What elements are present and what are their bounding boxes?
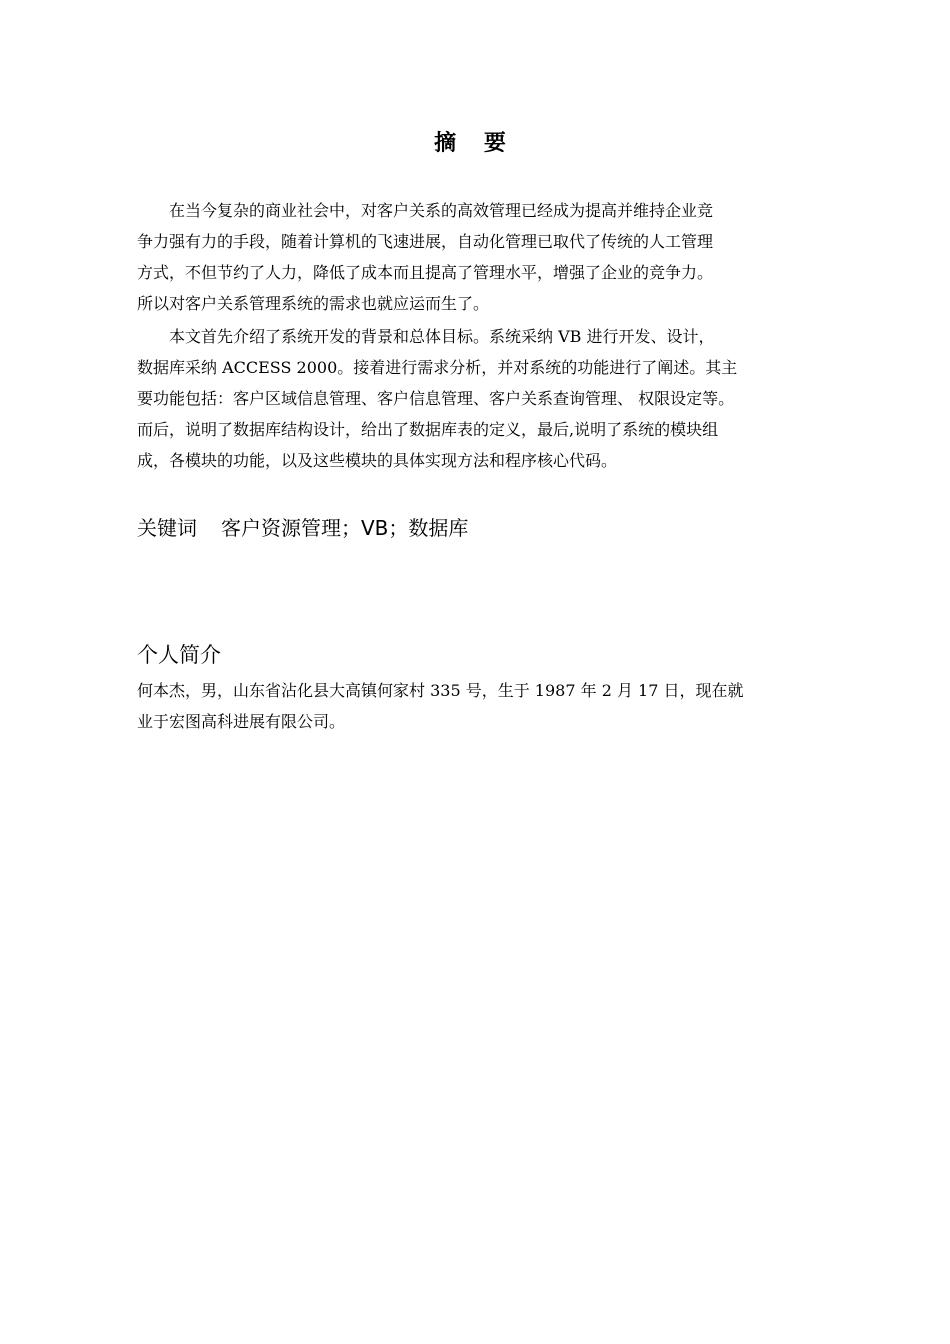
text-line: 何本杰，男，山东省沾化县大高镇何家村 335 号，生于 1987 年 2 月 17 日，现在就 <box>137 681 744 700</box>
bio-heading: 个人简介 <box>137 643 221 667</box>
text-line: 争力强有力的手段，随着计算机的飞速进展，自动化管理已取代了传统的人工管理 <box>137 232 714 251</box>
abstract-paragraph-1 <box>137 195 857 319</box>
text-line: 数据库采纳 ACCESS 2000。接着进行需求分析，并对系统的功能进行了阐述。其主 <box>137 358 738 377</box>
keywords-value: 客户资源管理；VB；数据库 <box>221 516 469 540</box>
text-line: 业于宏图高科进展有限公司。 <box>137 712 346 731</box>
keywords-label: 关键词 <box>137 516 197 540</box>
text-line: 本文首先介绍了系统开发的背景和总体目标。系统采纳 VB 进行开发、设计， <box>137 327 715 346</box>
abstract-paragraph-2 <box>137 321 857 476</box>
text-line: 要功能包括：客户区域信息管理、客户信息管理、客户关系查询管理、 权限设定等。 <box>137 389 735 408</box>
abstract-title: 摘 要 <box>434 131 516 156</box>
abstract-body <box>137 195 857 476</box>
text-line: 方式，不但节约了人力，降低了成本而且提高了管理水平，增强了企业的竞争力。 <box>137 263 714 282</box>
bio-body <box>137 675 857 737</box>
text-line: 而后，说明了数据库结构设计，给出了数据库表的定义，最后,说明了系统的模块组 <box>137 420 719 439</box>
text-line: 所以对客户关系管理系统的需求也就应运而生了。 <box>137 294 490 313</box>
text-line: 在当今复杂的商业社会中，对客户关系的高效管理已经成为提高并维持企业竞 <box>137 201 714 220</box>
keywords-line <box>137 512 468 544</box>
text-line: 成，各模块的功能，以及这些模块的具体实现方法和程序核心代码。 <box>137 451 618 470</box>
